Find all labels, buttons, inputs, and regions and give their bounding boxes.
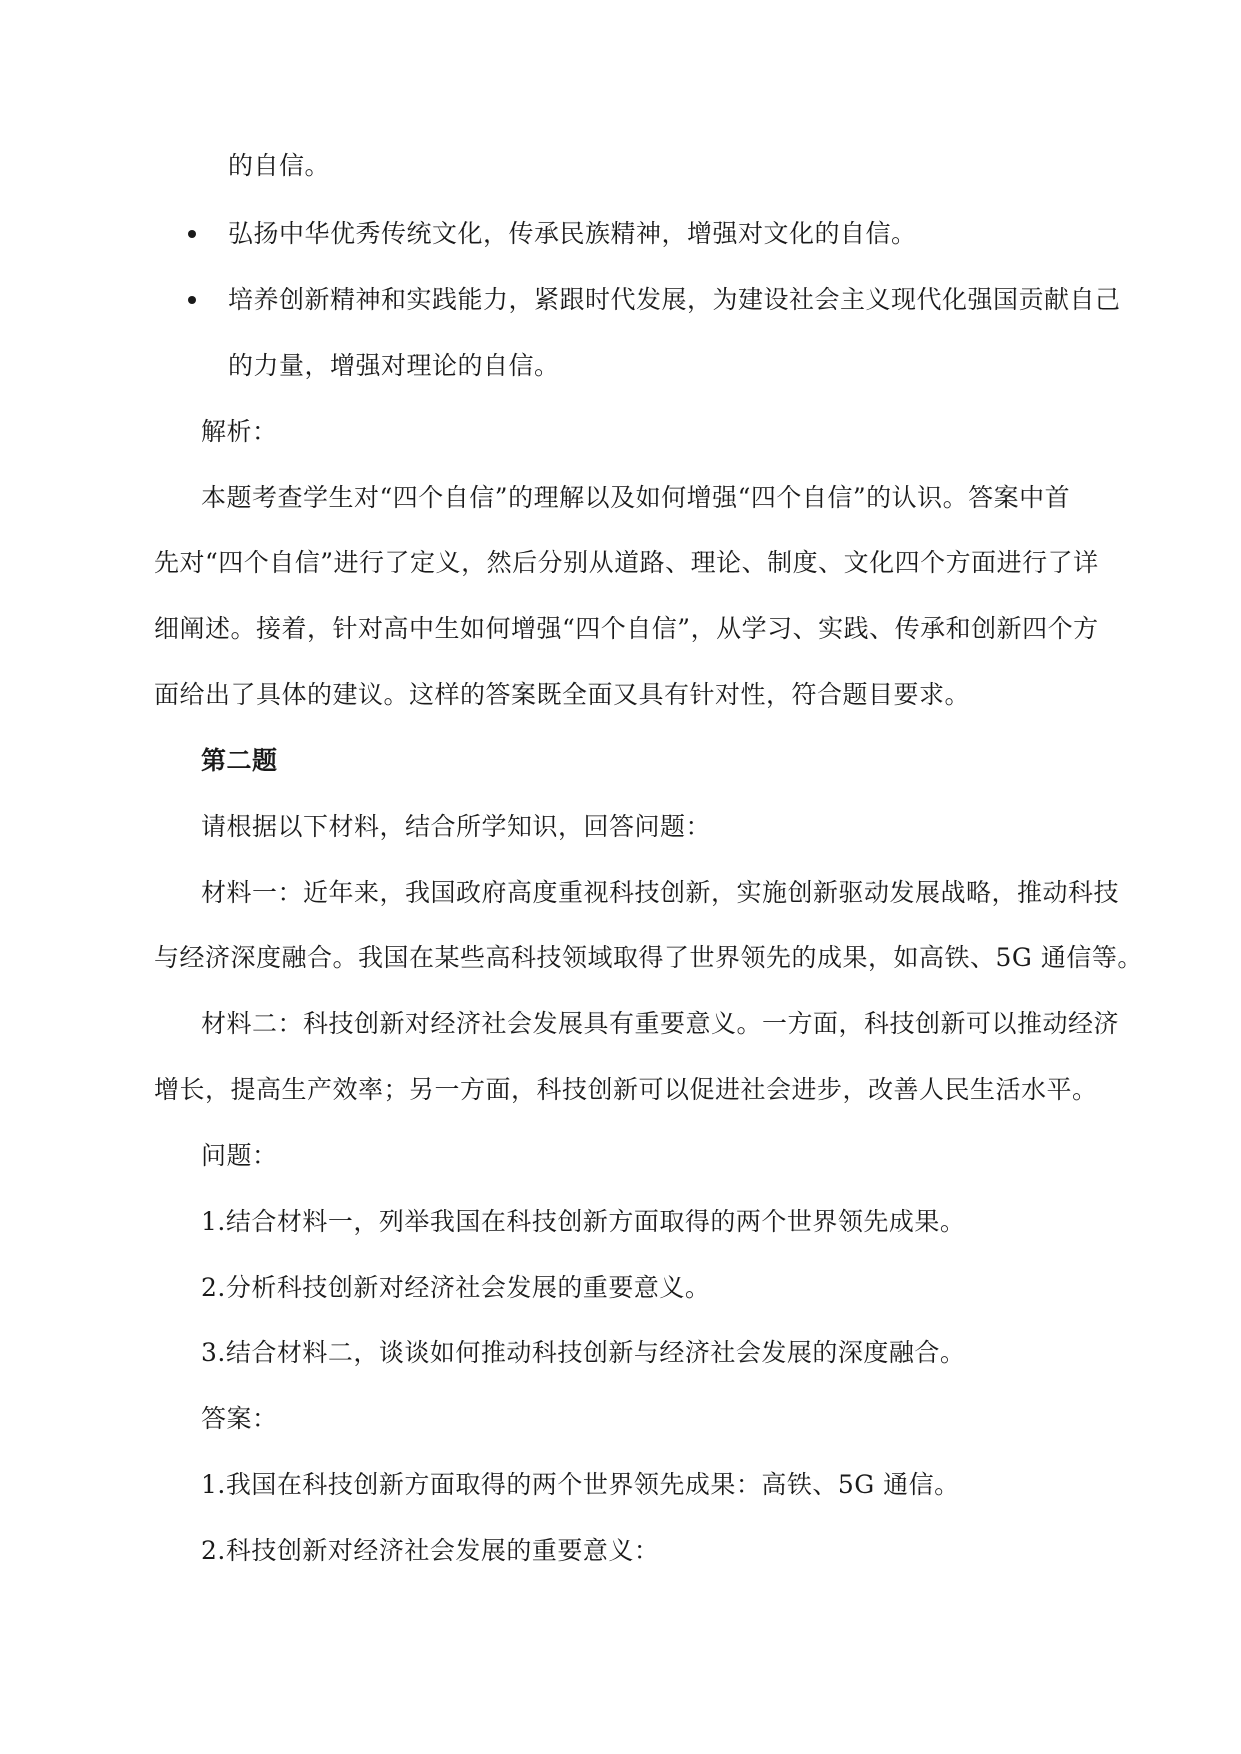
question-item: 3.结合材料二，谈谈如何推动科技创新与经济社会发展的深度融合。: [201, 1338, 966, 1367]
paragraph-line: 细阐述。接着，针对高中生如何增强“四个自信”，从学习、实践、传承和创新四个方: [154, 614, 1099, 643]
bullet-icon: [188, 296, 196, 304]
paragraph-line: 与经济深度融合。我国在某些高科技领域取得了世界领先的成果，如高铁、5G 通信等。: [154, 943, 1143, 972]
list-item: 培养创新精神和实践能力，紧跟时代发展，为建设社会主义现代化强国贡献自己: [228, 285, 1121, 314]
paragraph-line: 请根据以下材料，结合所学知识，回答问题：: [201, 812, 712, 841]
answer-item: 2.科技创新对经济社会发展的重要意义：: [201, 1536, 660, 1565]
bullet-icon: [188, 230, 196, 238]
text-line: 的自信。: [228, 151, 331, 180]
paragraph-line: 先对“四个自信”进行了定义，然后分别从道路、理论、制度、文化四个方面进行了详: [154, 548, 1099, 577]
question-item: 1.结合材料一，列举我国在科技创新方面取得的两个世界领先成果。: [201, 1207, 966, 1236]
list-item: 弘扬中华优秀传统文化，传承民族精神，增强对文化的自信。: [228, 219, 917, 248]
paragraph-line: 本题考查学生对“四个自信”的理解以及如何增强“四个自信”的认识。答案中首: [201, 483, 1071, 512]
question-item: 2.分析科技创新对经济社会发展的重要意义。: [201, 1273, 711, 1302]
text-line: 的力量，增强对理论的自信。: [228, 351, 560, 380]
paragraph-line: 面给出了具体的建议。这样的答案既全面又具有针对性，符合题目要求。: [154, 680, 971, 709]
paragraph-line: 材料一：近年来，我国政府高度重视科技创新，实施创新驱动发展战略，推动科技: [201, 878, 1120, 907]
section-label: 答案：: [201, 1404, 278, 1433]
question-heading: 第二题: [201, 746, 278, 775]
section-label: 问题：: [201, 1141, 278, 1170]
paragraph-line: 增长，提高生产效率；另一方面，科技创新可以促进社会进步，改善人民生活水平。: [154, 1075, 1098, 1104]
answer-item: 1.我国在科技创新方面取得的两个世界领先成果：高铁、5G 通信。: [201, 1470, 960, 1499]
section-label: 解析：: [201, 417, 278, 446]
paragraph-line: 材料二：科技创新对经济社会发展具有重要意义。一方面，科技创新可以推动经济: [201, 1009, 1120, 1038]
